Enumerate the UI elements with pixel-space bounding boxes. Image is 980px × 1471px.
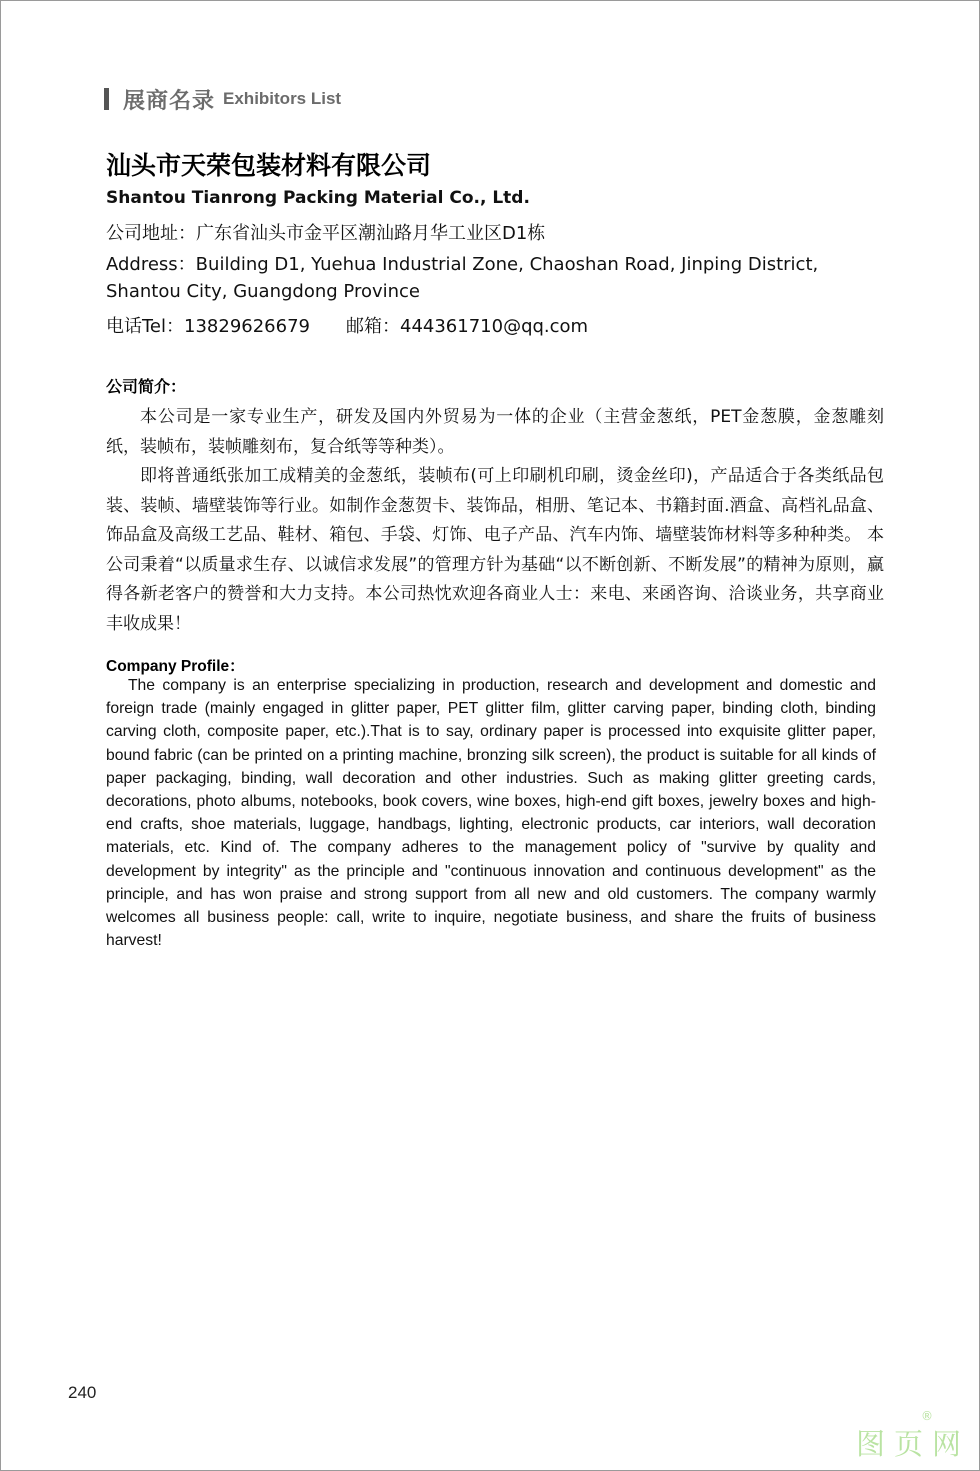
section-header (104, 84, 341, 114)
registered-mark: ® (921, 1409, 933, 1423)
section-bar (104, 88, 109, 110)
watermark-logo: 图页网 (856, 1427, 971, 1461)
address-cn: 公司地址：广东省汕头市金平区潮汕路月华工业区D1栋 (106, 223, 546, 244)
intro-paragraph: 本公司是一家专业生产，研发及国内外贸易为一体的企业（主营金葱纸，PET金葱膜，金葱雕刻纸，装帧布，装帧雕刻布，复合纸等等种类）。 (106, 407, 884, 457)
intro-body (106, 403, 884, 639)
section-title-en: Exhibitors List (223, 89, 342, 108)
intro-paragraph: 即将普通纸张加工成精美的金葱纸，装帧布(可上印刷机印刷，烫金丝印)，产品适合于各类纸品包装、装帧、墙壁装饰等行业。如制作金葱贺卡、装饰品，相册、笔记本、书籍封面.酒盒、高档礼品盒、饰品盒及高级工艺品、鞋材、箱包、手袋、灯饰、电子产品、汽车内饰、墙壁装饰材料等多种种类。 本公司秉着“以质量求生存、以诚信求发展”的管理方针为基础“以不断创新、不断发展”的精神为原则，赢得各新老客户的赞誉和大力支持。本公司热忱欢迎各商业人士：来电、来函咨询、洽谈业务，共享商业丰收成果！ (106, 466, 884, 634)
contact-line (106, 312, 588, 338)
page-number: 240 (68, 1383, 97, 1402)
intro-title: 公司简介： (106, 377, 187, 396)
section-title-cn: 展商名录 (123, 88, 216, 114)
address-en-line2: Shantou City, Guangdong Province (106, 281, 420, 302)
address-en-line1: Address：Building D1, Yuehua Industrial Zone, Chaoshan Road, Jinping District, (106, 254, 819, 275)
phone-text: 电话Tel：13829626679 (106, 316, 310, 337)
company-name-en: Shantou Tianrong Packing Material Co., Ltd. (106, 188, 530, 208)
email-text: 邮箱：444361710@qq.com (346, 316, 589, 337)
profile-body: The company is an enterprise specializing in production, research and development and domestic and foreign trade (mainly engaged in glitter paper, PET glitter film, glitter carving paper, binding cloth, binding carving cloth, composite paper, etc.).That is to say, ordinary paper is processed into exquisite glitter paper, bound fabric (can be printed on a printing machine, bronzing silk screen), the product is suitable for all kinds of paper packaging, binding, wall decoration and other industries. Such as making glitter greeting cards, decorations, photo albums, notebooks, book covers, wine boxes, high-end gift boxes, jewelry boxes and high-end crafts, shoe materials, luggage, handbags, lighting, electronic products, car interiors, wall decoration materials, etc. Kind of. The company adheres to the management policy of "survive by quality and development by integrity" as the principle and "continuous innovation and continuous development" as the principle, and has won praise and strong support from all new and old customers. The company warmly welcomes all business people: call, write to inquire, negotiate business, and share the fruits of business harvest! (106, 677, 876, 950)
company-name-cn: 汕头市天荣包装材料有限公司 (106, 151, 432, 180)
profile-title: Company Profile： (106, 658, 245, 675)
